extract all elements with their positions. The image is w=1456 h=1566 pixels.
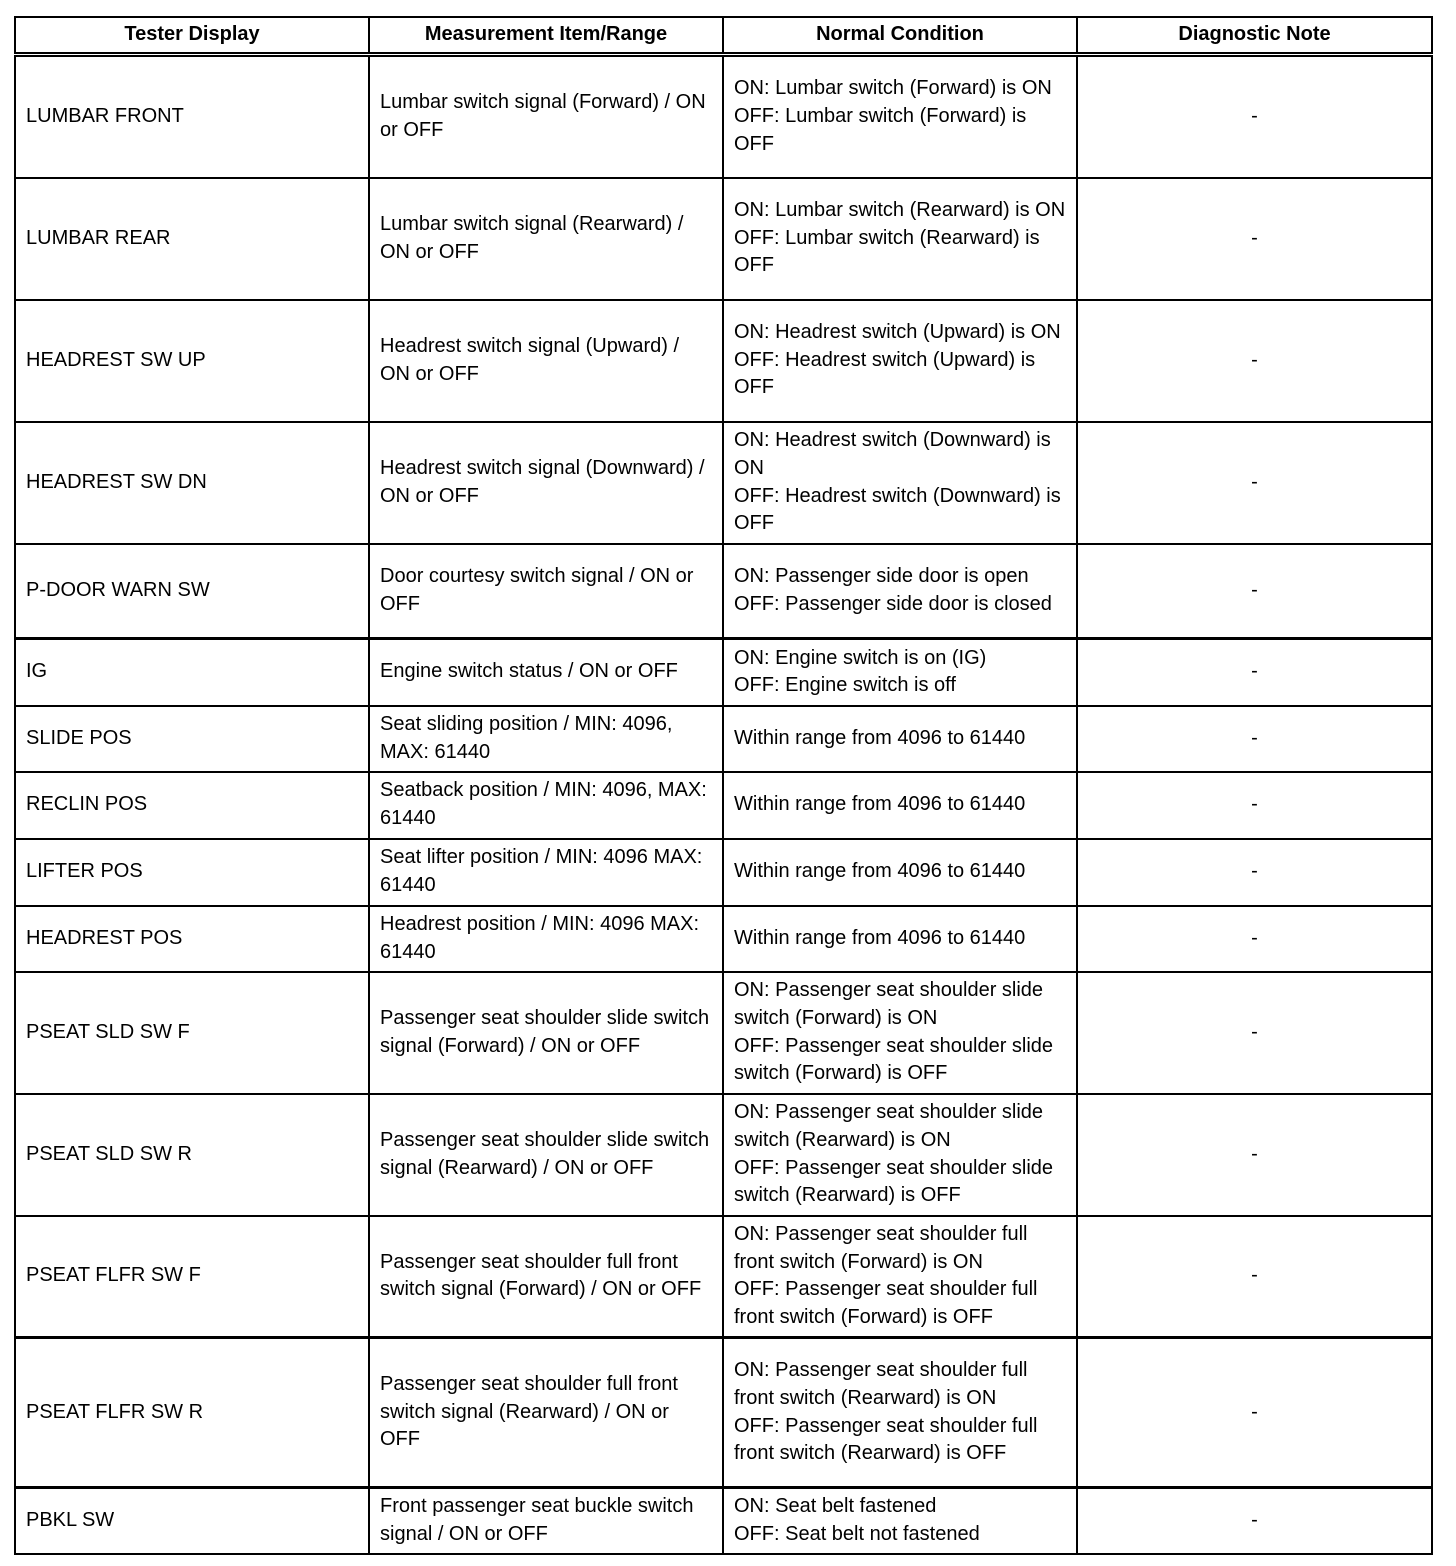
cell-measurement-item: Lumbar switch signal (Forward) / ON or OFF [369, 55, 723, 178]
cell-tester-display: PSEAT SLD SW R [15, 1094, 369, 1216]
cell-measurement-item: Headrest switch signal (Upward) / ON or OFF [369, 300, 723, 422]
header-normal-condition: Normal Condition [723, 17, 1077, 55]
cell-tester-display: RECLIN POS [15, 772, 369, 839]
cell-measurement-item: Passenger seat shoulder slide switch signal (Forward) / ON or OFF [369, 972, 723, 1094]
table-row [15, 772, 1432, 839]
cell-tester-display: HEADREST SW UP [15, 300, 369, 422]
table-row [15, 639, 1432, 706]
cell-measurement-item: Engine switch status / ON or OFF [369, 639, 723, 706]
cell-tester-display: PSEAT SLD SW F [15, 972, 369, 1094]
cell-normal-condition: ON: Seat belt fastened OFF: Seat belt not fastened [723, 1488, 1077, 1554]
cell-normal-condition: Within range from 4096 to 61440 [723, 906, 1077, 972]
cell-measurement-item: Door courtesy switch signal / ON or OFF [369, 544, 723, 639]
cell-normal-condition: ON: Passenger seat shoulder full front switch (Forward) is ON OFF: Passenger seat shoulder full front switch (Forward) is OFF [723, 1216, 1077, 1338]
table-header-row [15, 17, 1432, 55]
cell-measurement-item: Passenger seat shoulder slide switch signal (Rearward) / ON or OFF [369, 1094, 723, 1216]
cell-diagnostic-note: - [1077, 972, 1432, 1094]
cell-measurement-item: Passenger seat shoulder full front switch signal (Rearward) / ON or OFF [369, 1338, 723, 1488]
cell-measurement-item: Seat sliding position / MIN: 4096, MAX: 61440 [369, 706, 723, 772]
table-row [15, 544, 1432, 639]
table-row [15, 1094, 1432, 1216]
header-measurement-item: Measurement Item/Range [369, 17, 723, 55]
cell-tester-display: PSEAT FLFR SW F [15, 1216, 369, 1338]
table-row [15, 972, 1432, 1094]
cell-normal-condition: ON: Headrest switch (Downward) is ON OFF: Headrest switch (Downward) is OFF [723, 422, 1077, 544]
cell-tester-display: HEADREST SW DN [15, 422, 369, 544]
cell-diagnostic-note: - [1077, 544, 1432, 639]
table-row [15, 422, 1432, 544]
table-row [15, 178, 1432, 300]
cell-normal-condition: ON: Lumbar switch (Rearward) is ON OFF: Lumbar switch (Rearward) is OFF [723, 178, 1077, 300]
table-row [15, 706, 1432, 772]
cell-tester-display: SLIDE POS [15, 706, 369, 772]
cell-measurement-item: Seatback position / MIN: 4096, MAX: 61440 [369, 772, 723, 839]
cell-normal-condition: ON: Headrest switch (Upward) is ON OFF: Headrest switch (Upward) is OFF [723, 300, 1077, 422]
cell-diagnostic-note: - [1077, 639, 1432, 706]
cell-tester-display: PBKL SW [15, 1488, 369, 1554]
cell-normal-condition: Within range from 4096 to 61440 [723, 772, 1077, 839]
cell-normal-condition: ON: Passenger seat shoulder full front switch (Rearward) is ON OFF: Passenger seat shoulder full front switch (Rearward) is OFF [723, 1338, 1077, 1488]
cell-diagnostic-note: - [1077, 906, 1432, 972]
cell-diagnostic-note: - [1077, 422, 1432, 544]
cell-diagnostic-note: - [1077, 1488, 1432, 1554]
cell-measurement-item: Headrest switch signal (Downward) / ON or OFF [369, 422, 723, 544]
cell-normal-condition: ON: Engine switch is on (IG) OFF: Engine switch is off [723, 639, 1077, 706]
cell-tester-display: IG [15, 639, 369, 706]
cell-normal-condition: Within range from 4096 to 61440 [723, 839, 1077, 906]
table-row [15, 1216, 1432, 1338]
cell-measurement-item: Passenger seat shoulder full front switch signal (Forward) / ON or OFF [369, 1216, 723, 1338]
cell-measurement-item: Seat lifter position / MIN: 4096 MAX: 61440 [369, 839, 723, 906]
cell-tester-display: LIFTER POS [15, 839, 369, 906]
cell-diagnostic-note: - [1077, 706, 1432, 772]
cell-diagnostic-note: - [1077, 772, 1432, 839]
cell-tester-display: LUMBAR FRONT [15, 55, 369, 178]
data-list-table [14, 16, 1433, 1555]
table-row [15, 300, 1432, 422]
cell-measurement-item: Lumbar switch signal (Rearward) / ON or OFF [369, 178, 723, 300]
cell-normal-condition: ON: Passenger seat shoulder slide switch (Rearward) is ON OFF: Passenger seat shoulder slide switch (Rearward) is OFF [723, 1094, 1077, 1216]
header-diagnostic-note: Diagnostic Note [1077, 17, 1432, 55]
table-row [15, 1488, 1432, 1554]
cell-diagnostic-note: - [1077, 1338, 1432, 1488]
cell-diagnostic-note: - [1077, 178, 1432, 300]
cell-tester-display: PSEAT FLFR SW R [15, 1338, 369, 1488]
table-row [15, 1338, 1432, 1488]
cell-normal-condition: ON: Lumbar switch (Forward) is ON OFF: Lumbar switch (Forward) is OFF [723, 55, 1077, 178]
cell-tester-display: HEADREST POS [15, 906, 369, 972]
header-tester-display: Tester Display [15, 17, 369, 55]
table-row [15, 839, 1432, 906]
cell-normal-condition: Within range from 4096 to 61440 [723, 706, 1077, 772]
cell-tester-display: LUMBAR REAR [15, 178, 369, 300]
cell-diagnostic-note: - [1077, 1216, 1432, 1338]
cell-tester-display: P-DOOR WARN SW [15, 544, 369, 639]
cell-normal-condition: ON: Passenger seat shoulder slide switch (Forward) is ON OFF: Passenger seat shoulder slide switch (Forward) is OFF [723, 972, 1077, 1094]
table-row [15, 906, 1432, 972]
cell-diagnostic-note: - [1077, 300, 1432, 422]
cell-measurement-item: Headrest position / MIN: 4096 MAX: 61440 [369, 906, 723, 972]
cell-normal-condition: ON: Passenger side door is open OFF: Passenger side door is closed [723, 544, 1077, 639]
cell-diagnostic-note: - [1077, 55, 1432, 178]
table-row [15, 55, 1432, 178]
cell-diagnostic-note: - [1077, 1094, 1432, 1216]
cell-measurement-item: Front passenger seat buckle switch signal / ON or OFF [369, 1488, 723, 1554]
cell-diagnostic-note: - [1077, 839, 1432, 906]
